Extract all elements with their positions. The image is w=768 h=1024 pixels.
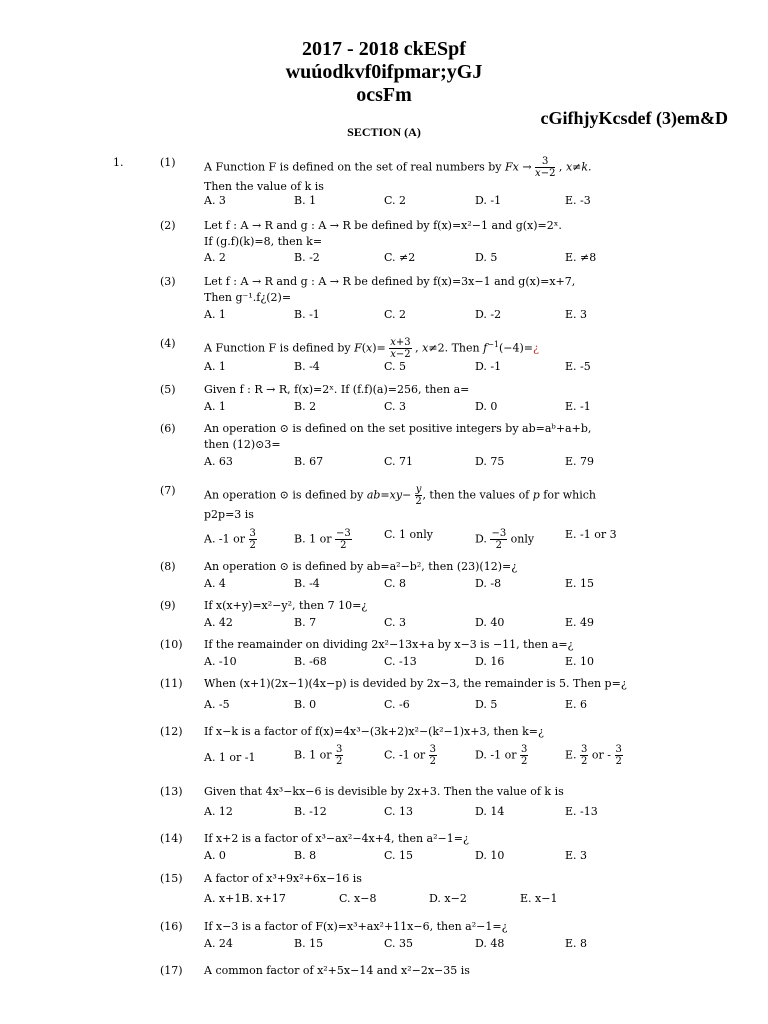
option-a[interactable]: A. 2 [204,251,226,264]
option-c[interactable]: C. 71 [384,455,414,468]
option-c[interactable]: C. 2 [384,308,407,321]
option-c[interactable]: C. 15 [384,849,414,862]
option-c[interactable]: C. 3 [384,616,407,629]
option-a[interactable]: A. -10 [204,655,237,668]
option-e[interactable]: E. -1 or 3 [565,528,617,541]
question-number: (3) [160,275,176,288]
section-heading: SECTION (A) [347,125,421,139]
question-number: (11) [160,677,183,690]
option-b[interactable]: B. -4 [294,360,320,373]
option-d[interactable]: D. 5 [475,698,498,711]
option-b[interactable]: B. 1 or $\frac{-3}{2}$ [294,528,351,551]
question-stem-line-2: Then the value of k is [204,180,324,193]
document-title-line-2: wuúodkvf0ifpmar;yGJ [285,61,483,83]
question-stem-line-2: p2p=3 is [204,508,254,521]
question-number: (9) [160,599,176,612]
option-c[interactable]: C. ≠2 [384,251,416,264]
option-e[interactable]: E. -1 [565,400,591,413]
option-c[interactable]: C. -6 [384,698,410,711]
question-number: (2) [160,219,176,232]
option-b[interactable]: B. -2 [294,251,320,264]
question-number: (7) [160,484,176,497]
option-c[interactable]: C. -13 [384,655,417,668]
option-b[interactable]: B. -68 [294,655,327,668]
question-stem: A Function F is defined by F(x)= $\frac{x+3}{x-2}$ , x≠2. Then $f^{-1}(-4)=¿$ [204,337,539,360]
option-b[interactable]: B. 67 [294,455,324,468]
option-a[interactable]: A. 3 [204,194,226,207]
option-a[interactable]: A. 1 [204,308,226,321]
option-e[interactable]: E. x−1 [520,892,558,905]
option-d[interactable]: D. 10 [475,849,505,862]
option-c[interactable]: C. 5 [384,360,407,373]
option-a[interactable]: A. 63 [204,455,233,468]
option-b[interactable]: B. 7 [294,616,317,629]
question-stem: An operation ⊙ is defined by ab=a²−b², then (23)(12)=¿ [204,560,518,573]
option-a[interactable]: A. 42 [204,616,233,629]
option-a[interactable]: A. 24 [204,937,233,950]
option-b[interactable]: B. 8 [294,849,317,862]
question-number: (8) [160,560,176,573]
option-c[interactable]: C. x−8 [339,892,377,905]
option-b[interactable]: B. 15 [294,937,324,950]
option-e[interactable]: E. $\frac{3}{2}$ or - $\frac{3}{2}$ [565,744,622,767]
document-title-line-3: ocsFm [356,84,412,106]
option-c[interactable]: C. 2 [384,194,407,207]
option-d[interactable]: D. 48 [475,937,505,950]
option-a[interactable]: A. -5 [204,698,230,711]
option-a[interactable]: A. 1 or -1 [204,751,256,764]
question-stem: A Function F is defined on the set of real numbers by Fx → $\frac{3}{x-2}$ , x≠k. [204,156,592,179]
option-d[interactable]: D. 14 [475,805,505,818]
option-b[interactable]: B. 1 [294,194,317,207]
question-stem: Given f : R → R, f(x)=2ˣ. If (f.f)(a)=256, then a= [204,383,470,396]
option-d[interactable]: D. -1 [475,360,502,373]
option-a[interactable]: A. 0 [204,849,226,862]
option-d[interactable]: D. 16 [475,655,505,668]
question-stem: If x+2 is a factor of x³−ax²−4x+4, then a²−1=¿ [204,832,469,845]
question-stem: An operation ⊙ is defined on the set positive integers by ab=aᵇ+a+b, [204,422,592,435]
option-e[interactable]: E. ≠8 [565,251,597,264]
question-number: (6) [160,422,176,435]
option-a[interactable]: A. 1 [204,360,226,373]
question-number: (1) [160,156,176,169]
option-b[interactable]: B. -1 [294,308,320,321]
option-d[interactable]: D. -1 or $\frac{3}{2}$ [475,744,528,767]
question-stem: Let f : A → R and g : A → R be defined by f(x)=x²−1 and g(x)=2ˣ. [204,219,562,232]
option-a[interactable]: A. 1 [204,400,226,413]
option-d[interactable]: D. 40 [475,616,505,629]
option-e[interactable]: E. 8 [565,937,588,950]
question-stem: A common factor of x²+5x−14 and x²−2x−35 is [204,964,470,977]
option-d[interactable]: D. 0 [475,400,498,413]
option-b[interactable]: B. -12 [294,805,327,818]
option-a-b[interactable]: A. x+1B. x+17 [204,892,286,905]
question-stem: If x(x+y)=x²−y², then 7 10=¿ [204,599,368,612]
option-a[interactable]: A. 12 [204,805,233,818]
option-c[interactable]: C. 1 only [384,528,433,541]
question-number: (13) [160,785,183,798]
option-e[interactable]: E. 79 [565,455,595,468]
question-stem: If x−3 is a factor of F(x)=x³+ax²+11x−6, then a²−1=¿ [204,920,508,933]
question-number: (4) [160,337,176,350]
option-a[interactable]: A. 4 [204,577,226,590]
question-number: (14) [160,832,183,845]
option-e[interactable]: E. -13 [565,805,598,818]
option-c[interactable]: C. 13 [384,805,414,818]
option-c[interactable]: C. 8 [384,577,407,590]
question-stem-line-2: Then g⁻¹.f¿(2)= [204,291,292,304]
option-e[interactable]: E. -3 [565,194,591,207]
option-e[interactable]: E. 49 [565,616,595,629]
option-c[interactable]: C. 3 [384,400,407,413]
option-b[interactable]: B. 2 [294,400,317,413]
option-e[interactable]: E. 3 [565,849,588,862]
question-number: (12) [160,725,183,738]
option-b[interactable]: B. 1 or $\frac{3}{2}$ [294,744,343,767]
document-subtitle: cGifhjyKcsdef (3)em&D [540,108,728,128]
question-stem: Let f : A → R and g : A → R be defined by f(x)=3x−1 and g(x)=x+7, [204,275,576,288]
question-stem-line-2: then (12)⊙3= [204,438,281,451]
question-number: (15) [160,872,183,885]
option-d[interactable]: D. 5 [475,251,498,264]
option-e[interactable]: E. 10 [565,655,595,668]
option-e[interactable]: E. 3 [565,308,588,321]
option-c[interactable]: C. -1 or $\frac{3}{2}$ [384,744,436,767]
option-d[interactable]: D. 75 [475,455,505,468]
question-stem: If x−k is a factor of f(x)=4x³−(3k+2)x²−(k²−1)x+3, then k=¿ [204,725,544,738]
option-d[interactable]: D. -2 [475,308,502,321]
question-stem: An operation ⊙ is defined by ab=xy− $\frac{y}{2}$ , then the values of p for which [204,484,597,507]
question-stem: Given that 4x³−kx−6 is devisible by 2x+3. Then the value of k is [204,785,564,798]
question-stem: If the reamainder on dividing 2x²−13x+a by x−3 is −11, then a=¿ [204,638,574,651]
question-group-number: 1. [113,156,124,169]
option-e[interactable]: E. 6 [565,698,588,711]
option-d[interactable]: D. -1 [475,194,502,207]
document-title: 2017 - 2018 ckESpf [302,38,466,60]
question-number: (16) [160,920,183,933]
option-c[interactable]: C. 35 [384,937,414,950]
option-d[interactable]: D. -8 [475,577,502,590]
question-number: (10) [160,638,183,651]
option-b[interactable]: B. 0 [294,698,317,711]
option-e[interactable]: E. 15 [565,577,595,590]
option-b[interactable]: B. -4 [294,577,320,590]
question-number: (17) [160,964,183,977]
question-number: (5) [160,383,176,396]
option-a[interactable]: A. -1 or $\frac{3}{2}$ [204,528,256,551]
option-d[interactable]: D. x−2 [429,892,467,905]
question-stem: When (x+1)(2x−1)(4x−p) is devided by 2x−3, the remainder is 5. Then p=¿ [204,677,627,690]
option-e[interactable]: E. -5 [565,360,591,373]
question-stem: A factor of x³+9x²+6x−16 is [204,872,362,885]
question-stem-line-2: If (g.f)(k)=8, then k= [204,235,323,248]
option-d[interactable]: D. $\frac{-3}{2}$ only [475,528,535,551]
